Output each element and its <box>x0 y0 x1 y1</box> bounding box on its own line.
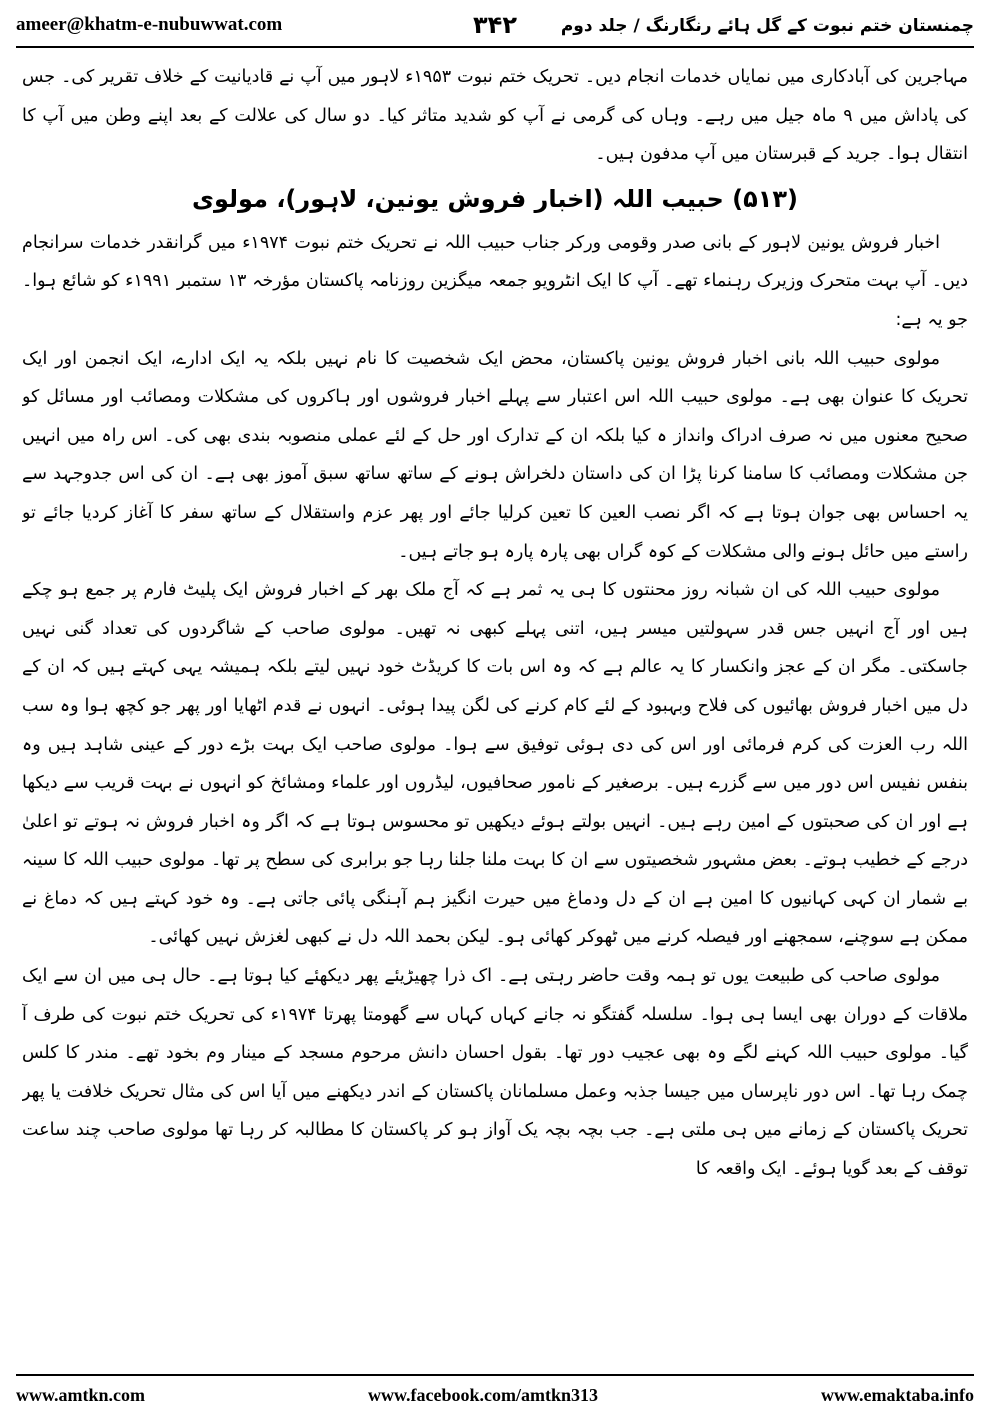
intro-paragraph: مہاجرین کی آبادکاری میں نمایاں خدمات انجام دیں۔ تحریک ختم نبوت ۱۹۵۳ء لاہور میں آپ نے قادیانیت کے خلاف تقریر کی۔ جس کی پاداش میں ۹ ماہ جیل میں رہے۔ وہاں کی گرمی نے آپ کو شدید متاثر کیا۔ دو سال کی علالت کے بعد اپنے وطن میں آپ کا انتقال ہوا۔ جرید کے قبرستان میں آپ مدفون ہیں۔ <box>22 67 968 165</box>
header-divider <box>16 46 974 48</box>
footer-divider <box>16 1374 974 1376</box>
section-paragraph-1: اخبار فروش یونین لاہور کے بانی صدر وقومی ورکر جناب حبیب اللہ نے تحریک ختم نبوت ۱۹۷۴ء میں گرانقدر خدمات سرانجام دیں۔ آپ بہت متحرک وزیرک رہنماء تھے۔ آپ کا ایک انٹرویو جمعہ میگزین روزنامہ پاکستان مؤرخہ ۱۳ ستمبر ۱۹۹۱ء کو شائع ہوا۔ جو یہ ہے: <box>22 232 968 330</box>
footer-link-emaktaba[interactable]: www.emaktaba.info <box>820 1384 974 1405</box>
book-title: چمنستان ختم نبوت کے گل ہائے رنگارنگ / جلد دوم <box>560 15 974 36</box>
page-header <box>16 6 974 44</box>
header-email: ameer@khatm-e-nubuwwat.com <box>16 14 283 35</box>
footer-link-facebook[interactable]: www.facebook.com/amtkn313 <box>367 1384 598 1405</box>
page-number: ۳۴۲ <box>473 11 517 39</box>
section-heading: (۵۱۳) حبیب اللہ (اخبار فروش یونین، لاہور)، مولوی <box>192 184 798 213</box>
page-body <box>22 58 968 1362</box>
section-paragraph-4: مولوی صاحب کی طبیعت یوں تو ہمہ وقت حاضر رہتی ہے۔ اک ذرا چھیڑیئے پھر دیکھئے کیا ہوتا ہے۔ حال ہی میں ان سے ایک ملاقات کے دوران بھی ایسا ہی ہوا۔ سلسلہ گفتگو نہ جانے کہاں کہاں سے گھومتا پھرتا ۱۹۷۴ء کی تحریک ختم نبوت کی طرف آ گیا۔ مولوی حبیب اللہ کہنے لگے وہ بھی عجیب دور تھا۔ بقول احسان دانش مرحوم مسجد کے مینار وم بخود تھے۔ مندر کا کلس چمک رہا تھا۔ اس دور ناپرساں میں جیسا جذبہ وعمل مسلمانان پاکستان کے اندر دیکھنے میں آیا اس کی مثال تحریک خلافت یا پھر تحریک پاکستان کے زمانے میں ہی ملتی ہے۔ جب بچہ بچہ یک آواز ہو کر پاکستان کا مطالبہ کر رہا تھا مولوی صاحب چند ساعت توقف کے بعد گویا ہوئے۔ ایک واقعہ کا <box>22 966 968 1180</box>
section-paragraph-3: مولوی حبیب اللہ کی ان شبانہ روز محنتوں کا ہی یہ ثمر ہے کہ آج ملک بھر کے اخبار فروش ایک پلیٹ فارم پر جمع ہو چکے ہیں اور آج انہیں جس قدر سہولتیں میسر ہیں، اتنی پہلے کبھی نہ تھیں۔ مولوی صاحب کے شاگردوں کی تعداد گنی نہیں جاسکتی۔ مگر ان کے عجز وانکسار کا یہ عالم ہے کہ وہ اس بات کا کریڈٹ خود نہیں لیتے بلکہ ہمیشہ یہی کہتے ہیں کہ ان کے دل میں اخبار فروش بھائیوں کی فلاح وبہبود کے لئے کام کرنے کی لگن پیدا ہوئی۔ انہوں نے قدم اٹھایا اور پھر جو کچھ ہوا وہ سب اللہ رب العزت کی کرم فرمائی اور اس کی دی ہوئی توفیق سے ہوا۔ مولوی صاحب ایک بہت بڑے دور کے عینی شاہد ہیں وہ بنفس نفیس اس دور میں سے گزرے ہیں۔ برصغیر کے نامور صحافیوں، لیڈروں اور علماء ومشائخ کو انہوں نے بہت قریب سے دیکھا ہے اور ان کی صحبتوں کے امین رہے ہیں۔ انہیں بولتے ہوئے دیکھیں تو محسوس ہوتا ہے کہ اگر وہ اخبار فروش نہ ہوتے تو اعلیٰ درجے کے خطیب ہوتے۔ بعض مشہور شخصیتوں سے ان کا بہت ملنا جلنا رہا جو برابری کی سطح پر تھا۔ مولوی حبیب اللہ کا سینہ بے شمار ان کہی کہانیوں کا امین ہے ان کے دل ودماغ میں حیرت انگیز ہم آہنگی پائی جاتی ہے۔ وہ خود کہتے ہیں کہ دماغ نے ممکن ہے سوچنے، سمجھنے اور فیصلہ کرنے میں ٹھوکر کھائی ہو۔ لیکن بحمد اللہ دل نے کبھی لغزش نہیں کھائی۔ <box>22 580 968 948</box>
footer-link-website[interactable]: www.amtkn.com <box>16 1384 145 1405</box>
page-footer <box>16 1380 974 1410</box>
section-paragraph-2: مولوی حبیب اللہ بانی اخبار فروش یونین پاکستان، محض ایک شخصیت کا نام نہیں بلکہ یہ ایک ادارے، ایک انجمن اور ایک تحریک کا عنوان بھی ہے۔ مولوی حبیب اللہ اس اعتبار سے پہلے اخبار فروشوں اور ہاکروں کی مشکلات ومصائب اور مسائل کو صحیح معنوں میں نہ صرف ادراک وانداز ہ کیا بلکہ ان کے تدارک اور حل کے لئے عملی منصوبہ بندی بھی کی۔ اس راہ میں انہیں جن مشکلات ومصائب کا سامنا کرنا پڑا ان کی داستان دلخراش ہونے کے ساتھ ساتھ سبق آموز بھی ہے۔ ان کی اس جدوجہد سے یہ احساس بھی جوان ہوتا ہے کہ اگر نصب العین کا تعین کرلیا جائے اور پھر عزم واستقلال کے ساتھ سفر کا آغاز کردیا جائے تو راستے میں حائل ہونے والی مشکلات کے کوہ گراں بھی پارہ پارہ ہو جاتے ہیں۔ <box>22 348 968 562</box>
